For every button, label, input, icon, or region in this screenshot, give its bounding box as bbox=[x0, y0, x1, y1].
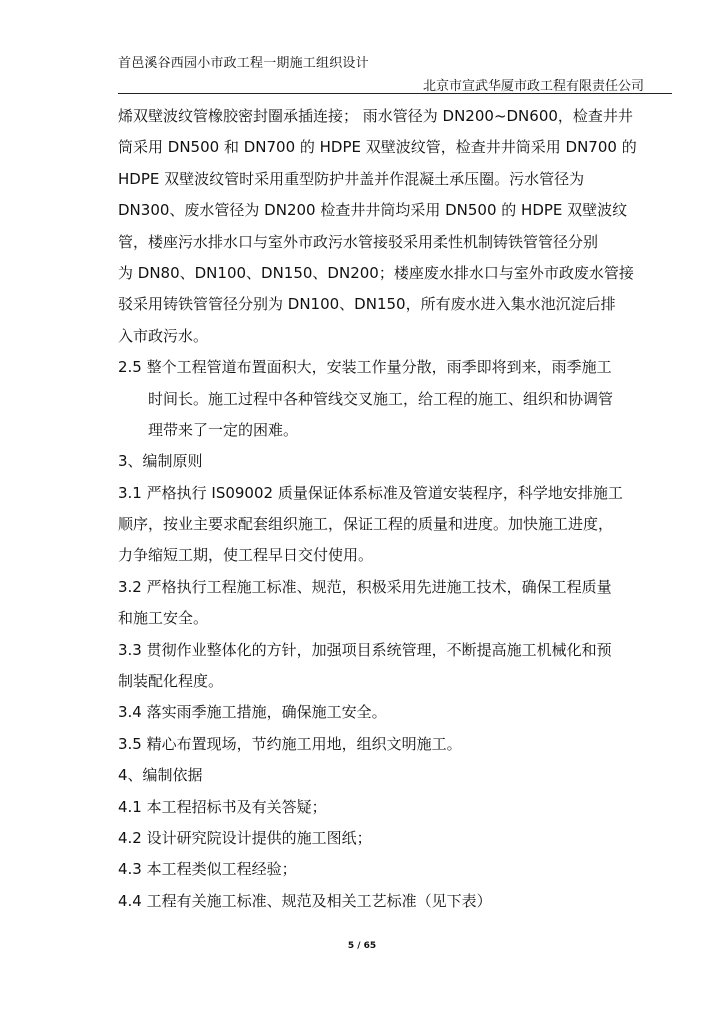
body-line: DN300、废水管径为 DN200 检查井井筒均采用 DN500 的 HDPE 双壁波纹 bbox=[118, 201, 628, 220]
section-3-3-line: 3.3 贯彻作业整体化的方针，加强项目系统管理，不断提高施工机械化和预 bbox=[118, 640, 612, 659]
header-company-name: 北京市宣武华厦市政工程有限责任公司 bbox=[422, 79, 644, 94]
body-line: 驳采用铸铁管管径分别为 DN100、DN150，所有废水进入集水池沉淀后排 bbox=[118, 295, 616, 314]
body-line: 为 DN80、DN100、DN150、DN200；楼座废水排水口与室外市政废水管接 bbox=[118, 263, 634, 282]
section-4-3-line: 4.3 本工程类似工程经验； bbox=[118, 860, 297, 879]
body-line: 筒采用 DN500 和 DN700 的 HDPE 双壁波纹管，检查井井筒采用 DN700 的 bbox=[118, 138, 637, 157]
header-project-title: 首邑溪谷西园小市政工程一期施工组织设计 bbox=[118, 56, 369, 71]
section-3-4-line: 3.4 落实雨季施工措施，确保施工安全。 bbox=[118, 703, 387, 722]
page-number: 5 / 65 bbox=[347, 941, 377, 951]
section-3-3-line: 制装配化程度。 bbox=[118, 672, 224, 691]
section-heading: 4、编制依据 bbox=[118, 766, 203, 785]
section-heading: 3、编制原则 bbox=[118, 452, 203, 471]
section-3-1-line: 3.1 严格执行 IS09002 质量保证体系标准及管道安装程序，科学地安排施工 bbox=[118, 483, 623, 502]
section-4-2-line: 4.2 设计研究院设计提供的施工图纸； bbox=[118, 828, 372, 847]
header-divider bbox=[118, 93, 672, 94]
section-3-1-line: 力争缩短工期，使工程早日交付使用。 bbox=[118, 546, 374, 565]
section-3-2-line: 3.2 严格执行工程施工标准、规范，积极采用先进施工技术，确保工程质量 bbox=[118, 577, 612, 596]
body-line: HDPE 双壁波纹管时采用重型防护井盖并作混凝土承压圈。污水管径为 bbox=[118, 169, 585, 188]
body-line: 入市政污水。 bbox=[118, 326, 209, 345]
document-body bbox=[118, 101, 674, 917]
body-line: 管，楼座污水排水口与室外市政污水管接驳采用柔性机制铸铁管管径分别 bbox=[118, 232, 599, 251]
body-line: 烯双壁波纹管橡胶密封圈承插连接； 雨水管径为 DN200~DN600，检查井井 bbox=[118, 107, 633, 125]
section-4-1-line: 4.1 本工程招标书及有关答疑； bbox=[118, 797, 327, 816]
section-2-5-line: 理带来了一定的困难。 bbox=[148, 420, 299, 439]
section-3-2-line: 和施工安全。 bbox=[118, 609, 209, 628]
section-3-1-line: 顺序，按业主要求配套组织施工，保证工程的质量和进度。加快施工进度， bbox=[118, 515, 614, 534]
section-4-4-line: 4.4 工程有关施工标准、规范及相关工艺标准（见下表） bbox=[118, 891, 492, 910]
section-2-5-line: 2.5 整个工程管道布置面积大，安装工作量分散，雨季即将到来，雨季施工 bbox=[118, 358, 612, 377]
section-2-5-line: 时间长。施工过程中各种管线交叉施工，给工程的施工、组织和协调管 bbox=[148, 389, 614, 408]
section-3-5-line: 3.5 精心布置现场，节约施工用地，组织文明施工。 bbox=[118, 734, 462, 753]
